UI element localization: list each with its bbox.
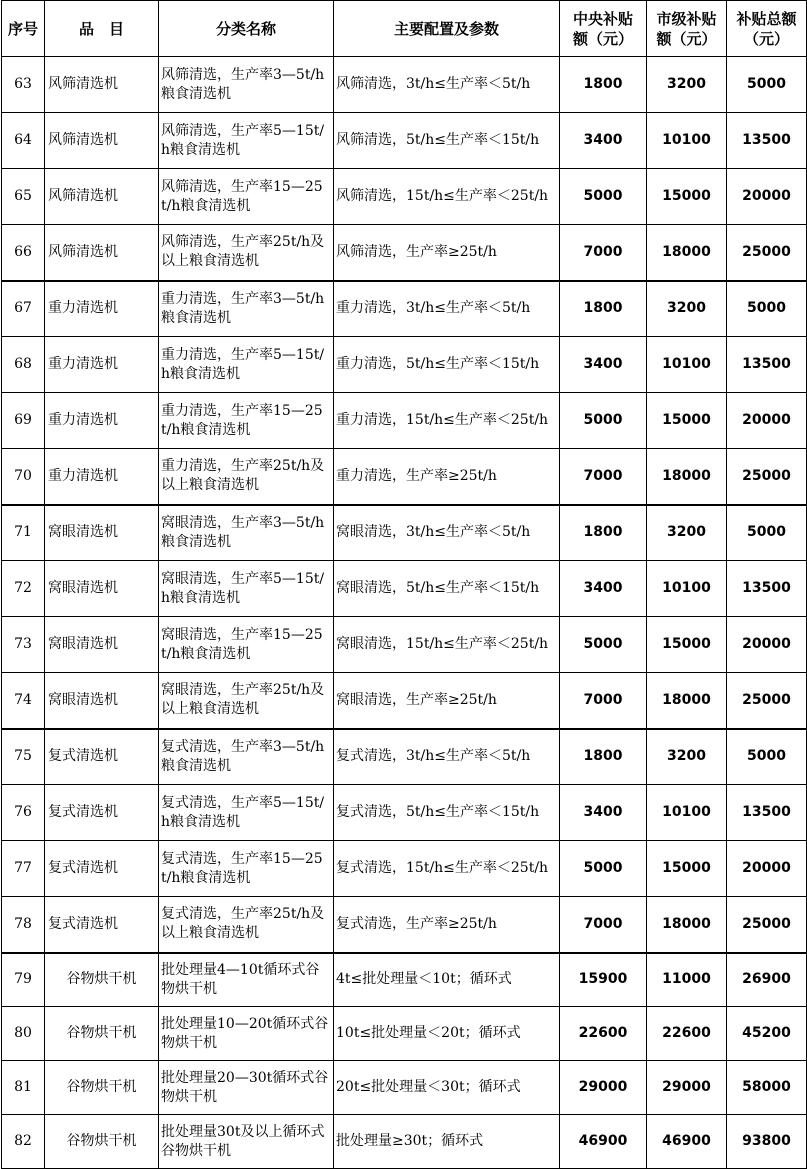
table-row: [2, 1115, 807, 1169]
row-seq: 78: [2, 897, 45, 953]
row-total-subsidy: 13500: [727, 113, 807, 169]
row-municipal-subsidy: 15000: [647, 169, 727, 225]
row-municipal-subsidy: 3200: [647, 57, 727, 113]
table-row: [2, 225, 807, 281]
row-spec: 10t≤批处理量＜20t；循环式: [334, 1007, 560, 1061]
header-item: 品 目: [45, 1, 159, 57]
row-municipal-subsidy: 15000: [647, 841, 727, 897]
row-municipal-subsidy: 18000: [647, 225, 727, 281]
table-row: [2, 561, 807, 617]
row-municipal-subsidy: 29000: [647, 1061, 727, 1115]
row-spec: 复式清选，5t/h≤生产率＜15t/h: [334, 785, 560, 841]
row-total-subsidy: 13500: [727, 785, 807, 841]
row-spec: 重力清选，15t/h≤生产率＜25t/h: [334, 393, 560, 449]
row-total-subsidy: 5000: [727, 57, 807, 113]
row-central-subsidy: 15900: [560, 953, 647, 1007]
row-seq: 75: [2, 729, 45, 785]
row-item: 风筛清选机: [45, 57, 159, 113]
row-seq: 64: [2, 113, 45, 169]
row-spec: 风筛清选，3t/h≤生产率＜5t/h: [334, 57, 560, 113]
row-municipal-subsidy: 22600: [647, 1007, 727, 1061]
table-row: [2, 57, 807, 113]
row-category: 重力清选，生产率25t/h及以上粮食清选机: [159, 449, 334, 505]
row-central-subsidy: 29000: [560, 1061, 647, 1115]
table-row: [2, 617, 807, 673]
row-item: 风筛清选机: [45, 225, 159, 281]
row-municipal-subsidy: 18000: [647, 673, 727, 729]
row-central-subsidy: 1800: [560, 57, 647, 113]
row-spec: 重力清选，5t/h≤生产率＜15t/h: [334, 337, 560, 393]
row-central-subsidy: 22600: [560, 1007, 647, 1061]
row-seq: 65: [2, 169, 45, 225]
row-item: 风筛清选机: [45, 113, 159, 169]
row-central-subsidy: 3400: [560, 337, 647, 393]
row-total-subsidy: 5000: [727, 729, 807, 785]
row-total-subsidy: 20000: [727, 841, 807, 897]
row-category: 批处理量10—20t循环式谷物烘干机: [159, 1007, 334, 1061]
row-central-subsidy: 3400: [560, 785, 647, 841]
row-municipal-subsidy: 11000: [647, 953, 727, 1007]
row-total-subsidy: 58000: [727, 1061, 807, 1115]
row-spec: 复式清选，生产率≥25t/h: [334, 897, 560, 953]
table-row: [2, 281, 807, 337]
row-central-subsidy: 7000: [560, 673, 647, 729]
row-item: 重力清选机: [45, 281, 159, 337]
header-row: [2, 1, 807, 57]
header-category: 分类名称: [159, 1, 334, 57]
row-total-subsidy: 13500: [727, 561, 807, 617]
row-seq: 68: [2, 337, 45, 393]
row-municipal-subsidy: 15000: [647, 617, 727, 673]
row-spec: 复式清选，3t/h≤生产率＜5t/h: [334, 729, 560, 785]
header-municipal-subsidy: 市级补贴额（元）: [647, 1, 727, 57]
row-total-subsidy: 93800: [727, 1115, 807, 1169]
row-spec: 重力清选，生产率≥25t/h: [334, 449, 560, 505]
row-seq: 73: [2, 617, 45, 673]
row-spec: 风筛清选，5t/h≤生产率＜15t/h: [334, 113, 560, 169]
row-total-subsidy: 20000: [727, 169, 807, 225]
row-total-subsidy: 25000: [727, 673, 807, 729]
row-spec: 复式清选，15t/h≤生产率＜25t/h: [334, 841, 560, 897]
row-total-subsidy: 20000: [727, 617, 807, 673]
row-item: 窝眼清选机: [45, 505, 159, 561]
row-item: 重力清选机: [45, 337, 159, 393]
row-category: 风筛清选，生产率15—25t/h粮食清选机: [159, 169, 334, 225]
table-row: [2, 1061, 807, 1115]
row-central-subsidy: 1800: [560, 281, 647, 337]
row-seq: 74: [2, 673, 45, 729]
row-central-subsidy: 7000: [560, 449, 647, 505]
row-category: 风筛清选，生产率25t/h及以上粮食清选机: [159, 225, 334, 281]
row-municipal-subsidy: 18000: [647, 449, 727, 505]
row-seq: 70: [2, 449, 45, 505]
row-category: 复式清选，生产率25t/h及以上粮食清选机: [159, 897, 334, 953]
row-total-subsidy: 45200: [727, 1007, 807, 1061]
row-spec: 窝眼清选，3t/h≤生产率＜5t/h: [334, 505, 560, 561]
row-total-subsidy: 25000: [727, 449, 807, 505]
table-row: [2, 841, 807, 897]
row-item: 重力清选机: [45, 449, 159, 505]
row-category: 窝眼清选，生产率25t/h及以上粮食清选机: [159, 673, 334, 729]
row-category: 批处理量20—30t循环式谷物烘干机: [159, 1061, 334, 1115]
row-municipal-subsidy: 3200: [647, 729, 727, 785]
row-seq: 79: [2, 953, 45, 1007]
row-spec: 窝眼清选，生产率≥25t/h: [334, 673, 560, 729]
row-category: 批处理量4—10t循环式谷物烘干机: [159, 953, 334, 1007]
row-seq: 69: [2, 393, 45, 449]
row-municipal-subsidy: 10100: [647, 561, 727, 617]
row-category: 重力清选，生产率15—25t/h粮食清选机: [159, 393, 334, 449]
row-total-subsidy: 5000: [727, 281, 807, 337]
row-spec: 风筛清选，15t/h≤生产率＜25t/h: [334, 169, 560, 225]
header-seq: 序号: [2, 1, 45, 57]
table-row: [2, 785, 807, 841]
row-spec: 窝眼清选，15t/h≤生产率＜25t/h: [334, 617, 560, 673]
row-central-subsidy: 46900: [560, 1115, 647, 1169]
table-body: [2, 57, 807, 1169]
row-central-subsidy: 5000: [560, 393, 647, 449]
row-central-subsidy: 7000: [560, 225, 647, 281]
row-central-subsidy: 5000: [560, 169, 647, 225]
row-seq: 76: [2, 785, 45, 841]
row-seq: 67: [2, 281, 45, 337]
row-item: 谷物烘干机: [45, 1007, 159, 1061]
row-category: 风筛清选，生产率3—5t/h粮食清选机: [159, 57, 334, 113]
row-seq: 77: [2, 841, 45, 897]
row-municipal-subsidy: 10100: [647, 337, 727, 393]
row-municipal-subsidy: 46900: [647, 1115, 727, 1169]
row-item: 谷物烘干机: [45, 1061, 159, 1115]
row-total-subsidy: 25000: [727, 897, 807, 953]
row-seq: 81: [2, 1061, 45, 1115]
table-row: [2, 393, 807, 449]
row-category: 窝眼清选，生产率5—15t/h粮食清选机: [159, 561, 334, 617]
header-central-subsidy: 中央补贴额（元）: [560, 1, 647, 57]
row-spec: 20t≤批处理量＜30t；循环式: [334, 1061, 560, 1115]
row-item: 复式清选机: [45, 729, 159, 785]
row-seq: 72: [2, 561, 45, 617]
row-municipal-subsidy: 10100: [647, 785, 727, 841]
row-item: 窝眼清选机: [45, 617, 159, 673]
row-seq: 66: [2, 225, 45, 281]
row-total-subsidy: 26900: [727, 953, 807, 1007]
row-spec: 4t≤批处理量＜10t；循环式: [334, 953, 560, 1007]
row-central-subsidy: 3400: [560, 561, 647, 617]
row-seq: 82: [2, 1115, 45, 1169]
row-item: 复式清选机: [45, 785, 159, 841]
row-item: 复式清选机: [45, 841, 159, 897]
row-central-subsidy: 5000: [560, 617, 647, 673]
row-municipal-subsidy: 3200: [647, 505, 727, 561]
row-total-subsidy: 25000: [727, 225, 807, 281]
row-central-subsidy: 7000: [560, 897, 647, 953]
table-row: [2, 113, 807, 169]
row-municipal-subsidy: 10100: [647, 113, 727, 169]
row-total-subsidy: 13500: [727, 337, 807, 393]
table-row: [2, 729, 807, 785]
header-total-subsidy: 补贴总额（元）: [727, 1, 807, 57]
row-central-subsidy: 5000: [560, 841, 647, 897]
row-seq: 71: [2, 505, 45, 561]
table-row: [2, 1007, 807, 1061]
row-total-subsidy: 5000: [727, 505, 807, 561]
table-row: [2, 673, 807, 729]
table-row: [2, 897, 807, 953]
row-item: 复式清选机: [45, 897, 159, 953]
row-municipal-subsidy: 18000: [647, 897, 727, 953]
row-category: 复式清选，生产率15—25t/h粮食清选机: [159, 841, 334, 897]
row-category: 风筛清选，生产率5—15t/h粮食清选机: [159, 113, 334, 169]
row-spec: 重力清选，3t/h≤生产率＜5t/h: [334, 281, 560, 337]
row-item: 风筛清选机: [45, 169, 159, 225]
table-row: [2, 337, 807, 393]
row-spec: 风筛清选，生产率≥25t/h: [334, 225, 560, 281]
row-category: 窝眼清选，生产率15—25t/h粮食清选机: [159, 617, 334, 673]
row-category: 批处理量30t及以上循环式谷物烘干机: [159, 1115, 334, 1169]
row-central-subsidy: 1800: [560, 729, 647, 785]
row-category: 复式清选，生产率3—5t/h粮食清选机: [159, 729, 334, 785]
row-item: 谷物烘干机: [45, 1115, 159, 1169]
row-category: 复式清选，生产率5—15t/h粮食清选机: [159, 785, 334, 841]
table-row: [2, 953, 807, 1007]
row-item: 谷物烘干机: [45, 953, 159, 1007]
table-row: [2, 169, 807, 225]
row-category: 重力清选，生产率5—15t/h粮食清选机: [159, 337, 334, 393]
row-spec: 窝眼清选，5t/h≤生产率＜15t/h: [334, 561, 560, 617]
row-seq: 63: [2, 57, 45, 113]
row-total-subsidy: 20000: [727, 393, 807, 449]
row-category: 窝眼清选，生产率3—5t/h粮食清选机: [159, 505, 334, 561]
row-central-subsidy: 1800: [560, 505, 647, 561]
table-row: [2, 449, 807, 505]
subsidy-table: [1, 0, 807, 1169]
row-item: 重力清选机: [45, 393, 159, 449]
row-municipal-subsidy: 3200: [647, 281, 727, 337]
row-municipal-subsidy: 15000: [647, 393, 727, 449]
header-spec: 主要配置及参数: [334, 1, 560, 57]
row-seq: 80: [2, 1007, 45, 1061]
row-central-subsidy: 3400: [560, 113, 647, 169]
row-spec: 批处理量≥30t；循环式: [334, 1115, 560, 1169]
table-row: [2, 505, 807, 561]
row-item: 窝眼清选机: [45, 673, 159, 729]
row-category: 重力清选，生产率3—5t/h粮食清选机: [159, 281, 334, 337]
row-item: 窝眼清选机: [45, 561, 159, 617]
